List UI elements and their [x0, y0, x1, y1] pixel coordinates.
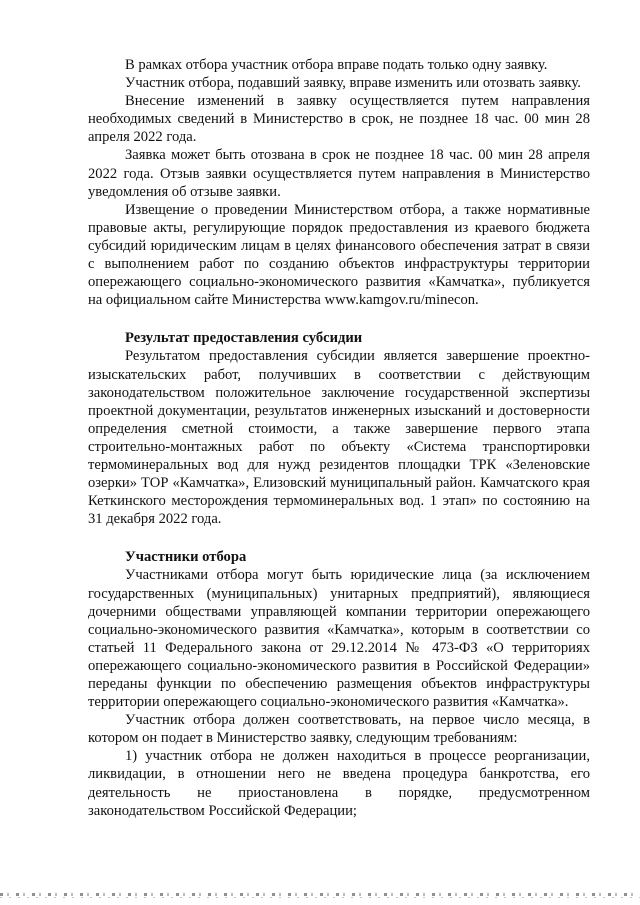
document-body [88, 56, 590, 820]
spacer [88, 309, 590, 329]
paragraph-subsidy-result: Результатом предоставления субсидии является завершение проектно-изыскательских работ, получивших в соответствии с действующим законодательством положительное заключение государственной экспертизы проектной документации, результатов инженерных изысканий и достоверности определения сметной стоимости, а также завершение первого этапа строительно-монтажных работ по объекту «Система транспортировки термоминеральных вод для нужд резидентов площадки ТРК «Зеленовские озерки» ТОР «Камчатка», Елизовский муниципальный район. Камчатского края Кеткинского месторождения термоминеральных вод. 1 этап» по состоянию на 31 декабря 2022 года. [88, 348, 590, 528]
paragraph-notice-publication: Извещение о проведении Министерством отбора, а также нормативные правовые акты, регулирующие порядок предоставления из краевого бюджета субсидий юридическим лицам в целях финансового обеспечения затрат в связи с выполнением работ по созданию объектов инфраструктуры территории опережающего социально-экономического развития «Камчатка», публикуется на официальном сайте Министерства www.kamgov.ru/minecon. [88, 201, 590, 309]
paragraph-amendment-deadline: Внесение изменений в заявку осуществляется путем направления необходимых сведений в Министерство в срок, не позднее 18 час. 00 мин 28 апреля 2022 года. [88, 93, 590, 146]
scan-artifact-line [0, 893, 640, 896]
paragraph-single-application: В рамках отбора участник отбора вправе подать только одну заявку. [125, 57, 548, 73]
paragraph-withdrawal-deadline: Заявка может быть отозвана в срок не позднее 18 час. 00 мин 28 апреля 2022 года. Отзыв заявки осуществляется путем направления в Министерство уведомления об отзыве заявки. [88, 147, 590, 200]
paragraph-requirement-1: 1) участник отбора не должен находиться в процессе реорганизации, ликвидации, в отношении него не введена процедура банкротства, его деятельность не приостановлена в порядке, предусмотренном законодательством Российской Федерации; [88, 748, 590, 819]
paragraph-change-or-withdraw: Участник отбора, подавший заявку, вправе изменить или отозвать заявку. [125, 75, 581, 92]
spacer [88, 528, 590, 548]
heading-subsidy-result: Результат предоставления субсидии [125, 330, 363, 347]
paragraph-participants-eligibility: Участниками отбора могут быть юридические лица (за исключением государственных (муниципальных) унитарных предприятий), являющиеся дочерними обществами управляющей компании территории опережающего социально-экономического развития «Камчатка», которым в соответствии со статьей 11 Федерального закона от 29.12.2014 № 473-ФЗ «О территориях опережающего социально-экономического развития в Российской Федерации» переданы функции по обеспечению размещения объектов инфраструктуры территории опережающего социально-экономического развития «Камчатка». [88, 567, 590, 711]
paragraph-participant-requirements: Участник отбора должен соответствовать, на первое число месяца, в котором он подает в Министерство заявку, следующим требованиям: [88, 712, 590, 747]
scan-artifact-line [0, 897, 640, 898]
heading-participants: Участники отбора [125, 549, 247, 566]
